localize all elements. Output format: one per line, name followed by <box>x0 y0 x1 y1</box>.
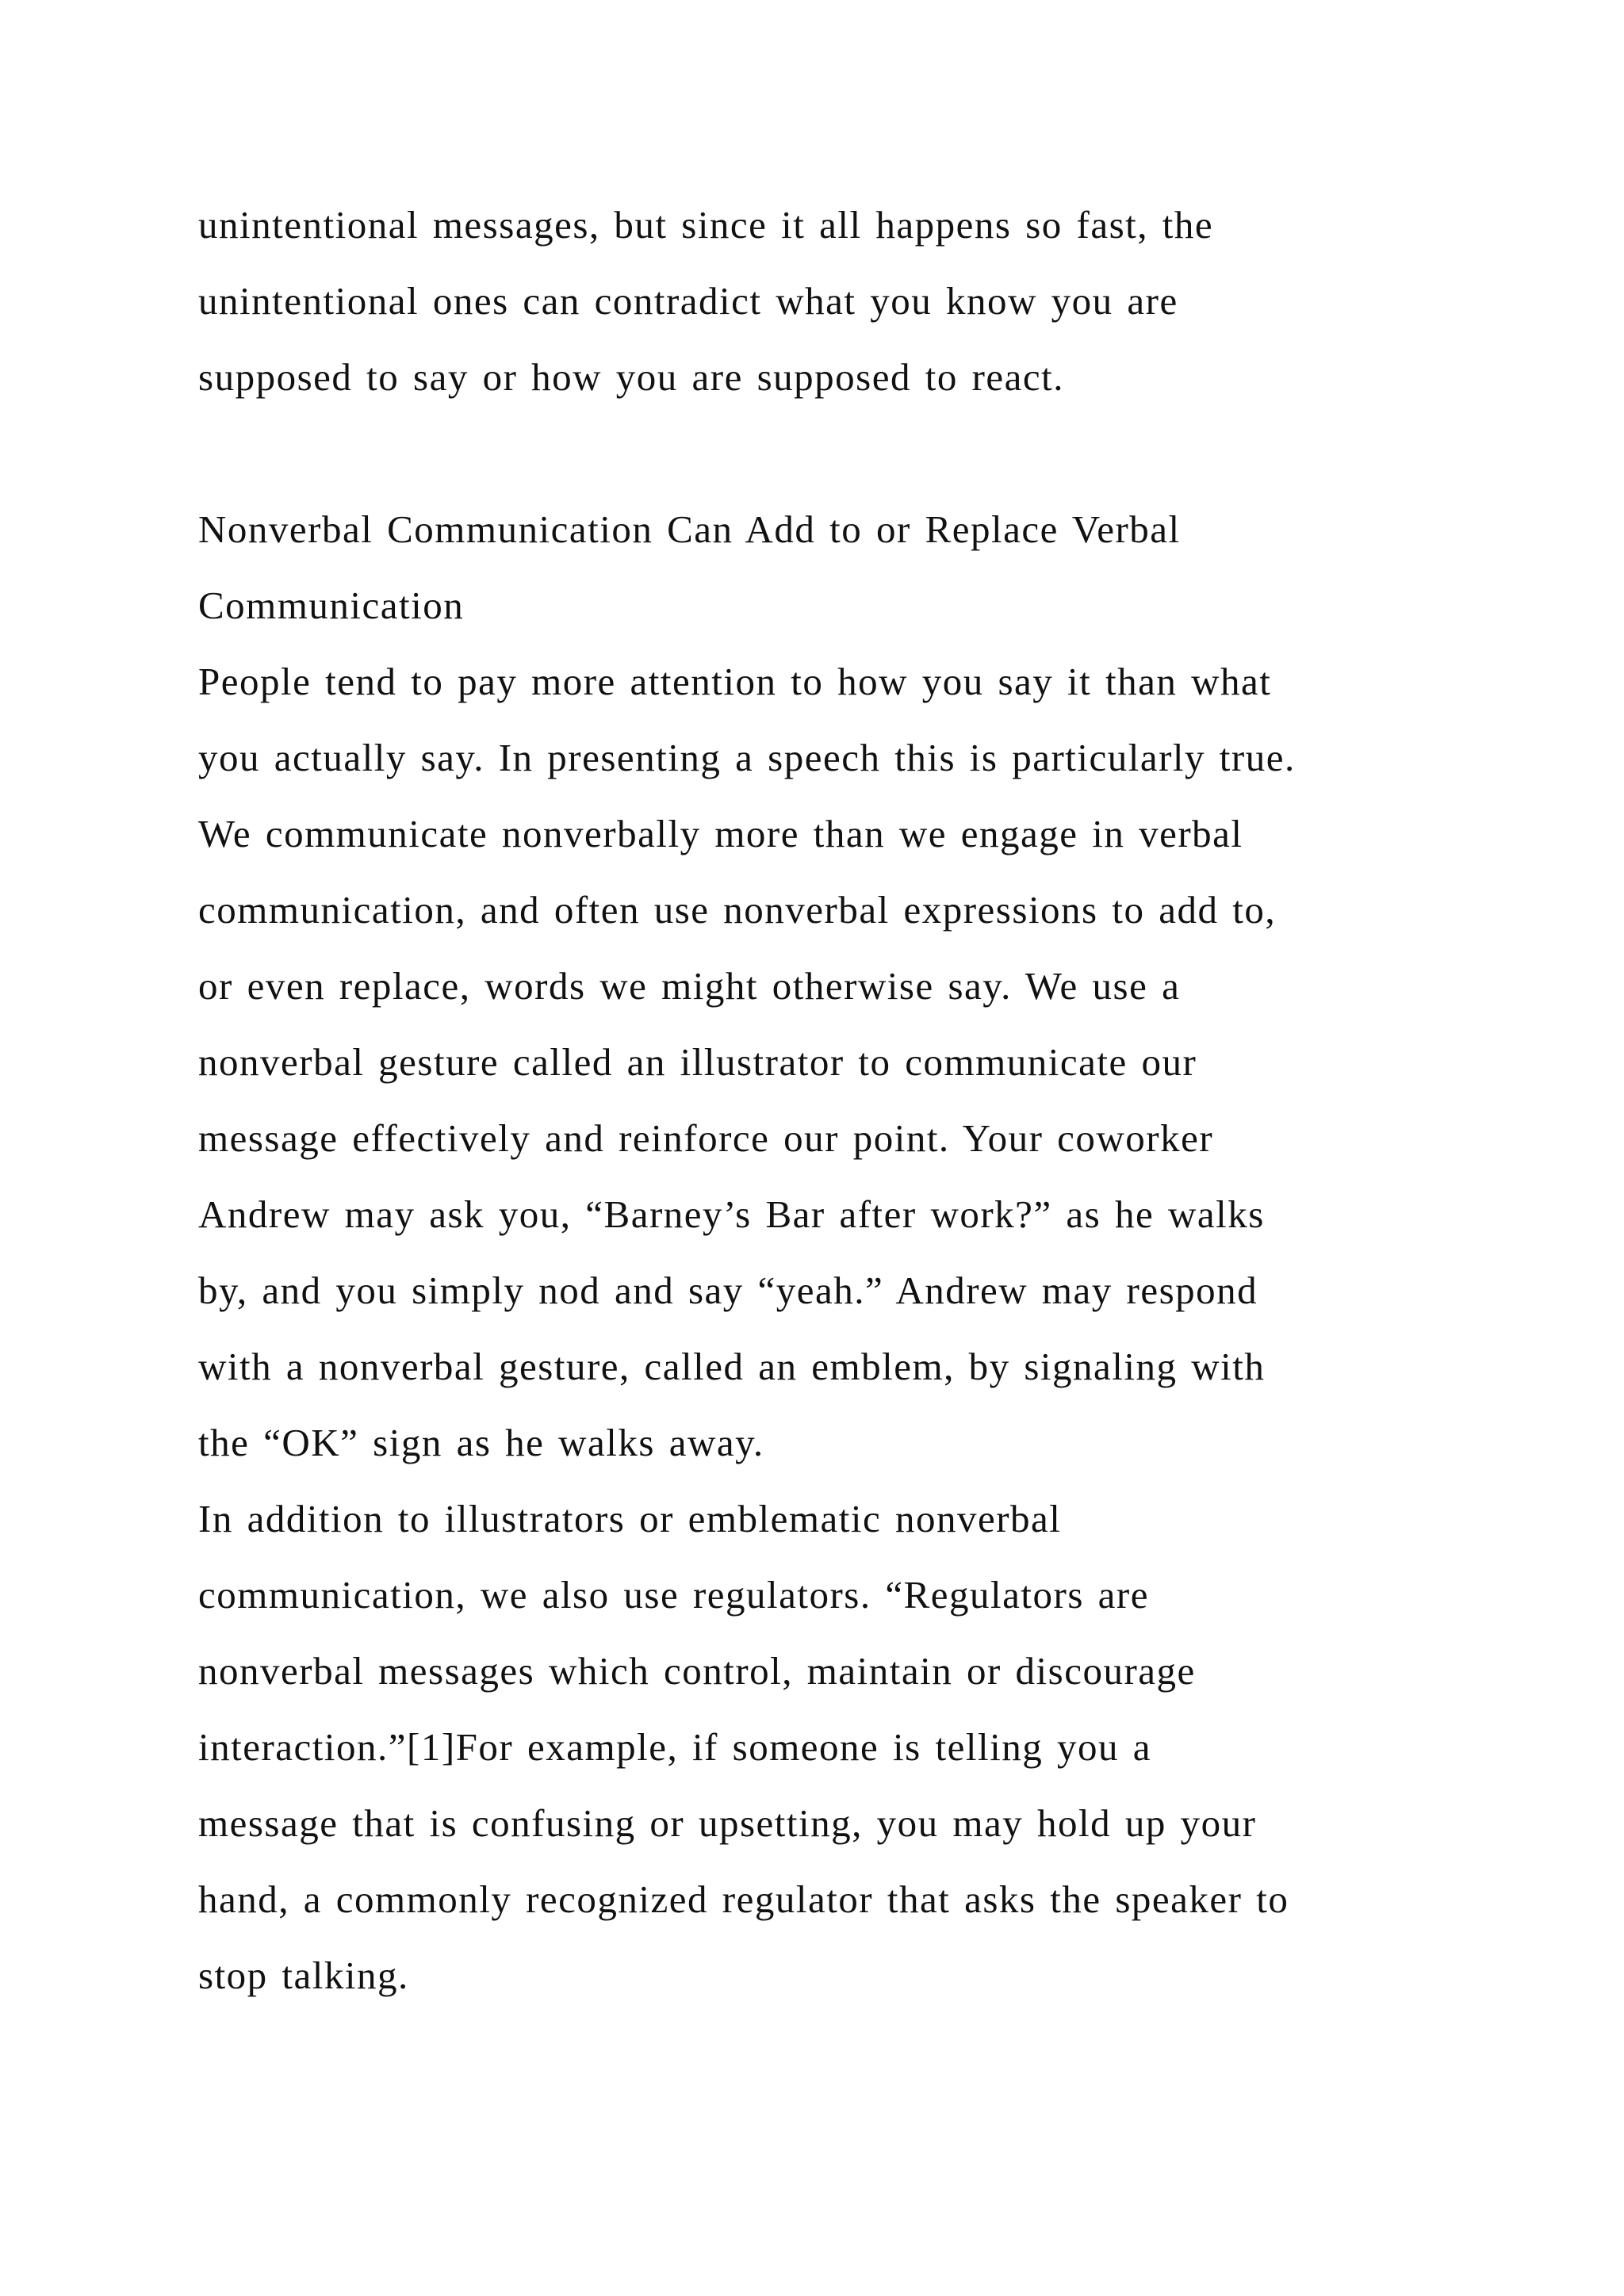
text-line: In addition to illustrators or emblematic nonverbal <box>198 1497 1062 1540</box>
text-line: We communicate nonverbally more than we engage in verbal <box>198 812 1243 855</box>
text-line: by, and you simply nod and say “yeah.” Andrew may respond <box>198 1269 1258 1312</box>
section-heading-line: Communication <box>198 584 465 627</box>
paragraph-gap <box>198 415 1435 492</box>
text-line: nonverbal gesture called an illustrator to communicate our <box>198 1040 1197 1084</box>
text-line: with a nonverbal gesture, called an emblem, by signaling with <box>198 1345 1266 1388</box>
text-line: unintentional ones can contradict what you know you are <box>198 279 1178 323</box>
text-line: communication, and often use nonverbal expressions to add to, <box>198 888 1277 932</box>
text-line: you actually say. In presenting a speech this is particularly true. <box>198 736 1296 779</box>
text-line: or even replace, words we might otherwise say. We use a <box>198 964 1181 1008</box>
text-line: hand, a commonly recognized regulator that asks the speaker to <box>198 1877 1289 1921</box>
text-line: communication, we also use regulators. “Regulators are <box>198 1573 1149 1617</box>
text-line: supposed to say or how you are supposed to react. <box>198 355 1065 399</box>
document-text <box>198 187 1435 2014</box>
section-heading-line: Nonverbal Communication Can Add to or Replace Verbal <box>198 507 1181 551</box>
text-line: unintentional messages, but since it all happens so fast, the <box>198 203 1214 247</box>
text-line: the “OK” sign as he walks away. <box>198 1421 764 1464</box>
text-line: People tend to pay more attention to how you say it than what <box>198 660 1272 703</box>
text-line: interaction.”[1]For example, if someone is telling you a <box>198 1725 1151 1769</box>
text-line: message effectively and reinforce our point. Your coworker <box>198 1116 1214 1160</box>
text-line: Andrew may ask you, “Barney’s Bar after work?” as he walks <box>198 1192 1265 1236</box>
text-line: message that is confusing or upsetting, you may hold up your <box>198 1801 1257 1845</box>
text-line: stop talking. <box>198 1954 409 1997</box>
text-line: nonverbal messages which control, maintain or discourage <box>198 1649 1196 1693</box>
